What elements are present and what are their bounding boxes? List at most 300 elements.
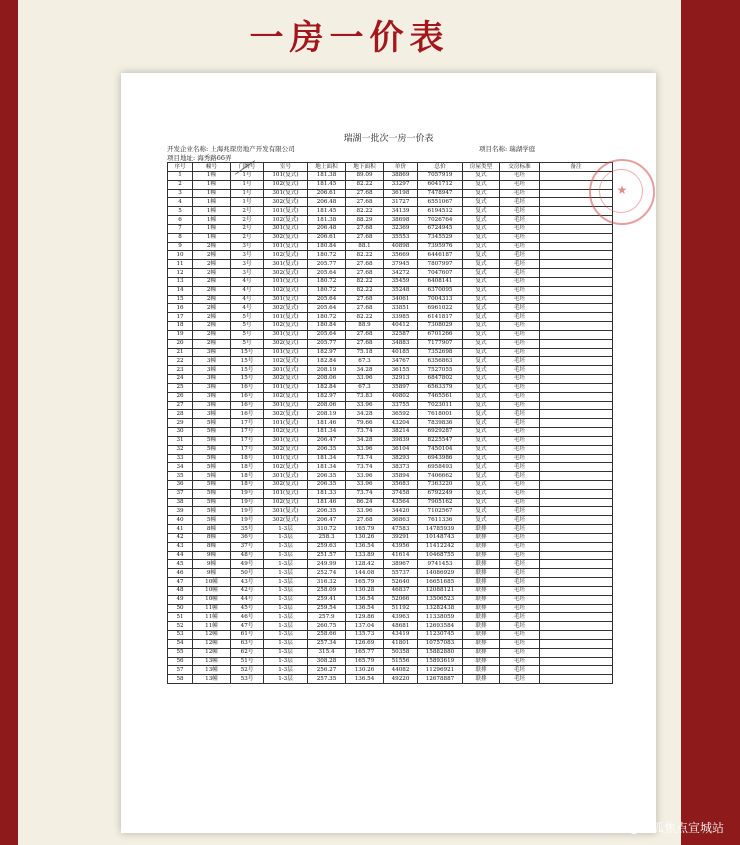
- table-cell: 302(复式): [264, 233, 308, 242]
- column-header: 地上面积: [308, 163, 346, 172]
- table-cell: 16: [168, 304, 193, 313]
- table-cell: 252.74: [308, 569, 346, 578]
- table-row: [168, 525, 613, 534]
- table-cell: 复式: [463, 357, 500, 366]
- table-cell: 22: [168, 357, 193, 366]
- table-cell: 33755: [384, 401, 418, 410]
- table-cell: 206.35: [308, 445, 346, 454]
- table-row: [168, 207, 613, 216]
- table-cell: [540, 525, 613, 534]
- table-cell: 39: [168, 507, 193, 516]
- table-row: [168, 516, 613, 525]
- table-cell: 31727: [384, 198, 418, 207]
- table-cell: 88.1: [346, 242, 384, 251]
- table-cell: 33: [168, 454, 193, 463]
- table-cell: 35897: [384, 383, 418, 392]
- table-cell: 1号: [231, 172, 264, 181]
- table-row: [168, 595, 613, 604]
- table-cell: 复式: [463, 286, 500, 295]
- table-cell: 毛坯: [500, 286, 540, 295]
- table-cell: 136.54: [346, 675, 384, 684]
- table-cell: 25: [168, 383, 193, 392]
- table-cell: 1-3层: [264, 586, 308, 595]
- table-cell: 联排: [463, 586, 500, 595]
- table-cell: [540, 392, 613, 401]
- table-cell: 联排: [463, 631, 500, 640]
- table-cell: 1-3层: [264, 560, 308, 569]
- table-cell: 302(复式): [264, 445, 308, 454]
- table-cell: 7308029: [418, 322, 463, 331]
- table-cell: 5幢: [193, 436, 231, 445]
- table-cell: 复式: [463, 251, 500, 260]
- table-row: [168, 172, 613, 181]
- table-cell: 39291: [384, 533, 418, 542]
- table-cell: 34.28: [346, 366, 384, 375]
- table-cell: 129.86: [346, 613, 384, 622]
- table-cell: 33.96: [346, 375, 384, 384]
- table-cell: 101(复式): [264, 419, 308, 428]
- table-cell: [540, 472, 613, 481]
- table-cell: [540, 277, 613, 286]
- table-cell: 毛坯: [500, 604, 540, 613]
- table-row: [168, 313, 613, 322]
- table-cell: 73.74: [346, 463, 384, 472]
- table-cell: 2幢: [193, 251, 231, 260]
- table-cell: 10幢: [193, 595, 231, 604]
- table-cell: [540, 613, 613, 622]
- table-cell: 10幢: [193, 586, 231, 595]
- table-row: [168, 348, 613, 357]
- table-cell: 33.96: [346, 401, 384, 410]
- table-cell: 33.96: [346, 445, 384, 454]
- table-cell: 16号: [231, 410, 264, 419]
- table-cell: 复式: [463, 498, 500, 507]
- table-cell: 复式: [463, 436, 500, 445]
- table-row: [168, 339, 613, 348]
- table-cell: 复式: [463, 428, 500, 437]
- table-cell: [540, 330, 613, 339]
- table-cell: 5幢: [193, 507, 231, 516]
- table-cell: 毛坯: [500, 622, 540, 631]
- table-cell: 3幢: [193, 401, 231, 410]
- table-row: [168, 578, 613, 587]
- table-cell: 4号: [231, 304, 264, 313]
- table-cell: 34883: [384, 339, 418, 348]
- table-cell: [540, 578, 613, 587]
- table-cell: 206.35: [308, 480, 346, 489]
- table-cell: [540, 410, 613, 419]
- table-cell: 1号: [231, 189, 264, 198]
- table-cell: 165.79: [346, 578, 384, 587]
- table-row: [168, 383, 613, 392]
- table-cell: [540, 304, 613, 313]
- table-cell: 13282438: [418, 604, 463, 613]
- table-cell: 2幢: [193, 295, 231, 304]
- table-cell: [540, 622, 613, 631]
- table-row: [168, 392, 613, 401]
- table-cell: 5幢: [193, 419, 231, 428]
- column-header: 室号: [264, 163, 308, 172]
- table-cell: 35894: [384, 472, 418, 481]
- table-cell: 毛坯: [500, 233, 540, 242]
- table-cell: 33.96: [346, 472, 384, 481]
- table-cell: 46号: [231, 613, 264, 622]
- table-cell: 复式: [463, 277, 500, 286]
- table-row: [168, 180, 613, 189]
- table-cell: 144.08: [346, 569, 384, 578]
- table-row: [168, 657, 613, 666]
- table-cell: 61号: [231, 631, 264, 640]
- table-cell: 33985: [384, 313, 418, 322]
- table-cell: 205.64: [308, 295, 346, 304]
- table-cell: 毛坯: [500, 269, 540, 278]
- table-cell: 102(复式): [264, 322, 308, 331]
- table-cell: 43204: [384, 419, 418, 428]
- table-cell: 1幢: [193, 172, 231, 181]
- table-cell: 毛坯: [500, 189, 540, 198]
- table-cell: 2号: [231, 207, 264, 216]
- table-cell: 毛坯: [500, 542, 540, 551]
- table-cell: 1-3层: [264, 622, 308, 631]
- poster-title: 一房一价表: [249, 18, 450, 58]
- table-cell: 27.68: [346, 189, 384, 198]
- table-cell: 35683: [384, 480, 418, 489]
- table-cell: 11幢: [193, 604, 231, 613]
- table-cell: 毛坯: [500, 339, 540, 348]
- table-cell: 3幢: [193, 348, 231, 357]
- table-cell: 8225547: [418, 436, 463, 445]
- table-cell: 206.61: [308, 233, 346, 242]
- table-cell: 毛坯: [500, 489, 540, 498]
- table-cell: 18号: [231, 472, 264, 481]
- table-cell: 27.68: [346, 269, 384, 278]
- table-cell: 165.79: [346, 525, 384, 534]
- table-cell: 1-3层: [264, 578, 308, 587]
- table-cell: 37: [168, 489, 193, 498]
- table-cell: 19: [168, 330, 193, 339]
- table-cell: 毛坯: [500, 401, 540, 410]
- table-cell: 16号: [231, 401, 264, 410]
- table-cell: 2: [168, 180, 193, 189]
- table-cell: 3号: [231, 242, 264, 251]
- table-cell: 13幢: [193, 675, 231, 684]
- table-cell: 5幢: [193, 498, 231, 507]
- table-cell: 2幢: [193, 286, 231, 295]
- table-cell: 复式: [463, 172, 500, 181]
- table-cell: 复式: [463, 489, 500, 498]
- table-row: [168, 498, 613, 507]
- table-cell: 182.84: [308, 357, 346, 366]
- table-cell: [540, 586, 613, 595]
- table-cell: 复式: [463, 313, 500, 322]
- table-row: [168, 489, 613, 498]
- table-cell: 18号: [231, 454, 264, 463]
- table-cell: 180.84: [308, 322, 346, 331]
- table-cell: 136.54: [346, 542, 384, 551]
- table-cell: 101(复式): [264, 454, 308, 463]
- table-cell: 7177907: [418, 339, 463, 348]
- table-cell: 联排: [463, 542, 500, 551]
- table-cell: 5号: [231, 322, 264, 331]
- table-cell: 12678887: [418, 675, 463, 684]
- table-cell: [540, 533, 613, 542]
- table-cell: 35459: [384, 277, 418, 286]
- table-cell: 毛坯: [500, 595, 540, 604]
- table-cell: 34139: [384, 207, 418, 216]
- table-cell: 复式: [463, 322, 500, 331]
- table-cell: 毛坯: [500, 348, 540, 357]
- table-cell: [540, 454, 613, 463]
- table-cell: 34.28: [346, 436, 384, 445]
- table-cell: 206.48: [308, 198, 346, 207]
- table-cell: 181.46: [308, 498, 346, 507]
- table-cell: 联排: [463, 560, 500, 569]
- table-cell: 7465561: [418, 392, 463, 401]
- table-row: [168, 233, 613, 242]
- table-row: [168, 375, 613, 384]
- table-cell: 41614: [384, 551, 418, 560]
- table-cell: 毛坯: [500, 375, 540, 384]
- table-cell: 7004313: [418, 295, 463, 304]
- table-cell: 40185: [384, 348, 418, 357]
- table-cell: 3号: [231, 251, 264, 260]
- table-cell: [540, 286, 613, 295]
- table-cell: 42号: [231, 586, 264, 595]
- table-row: [168, 295, 613, 304]
- project-line: [479, 144, 535, 153]
- table-cell: 6563379: [418, 383, 463, 392]
- table-cell: 2幢: [193, 242, 231, 251]
- table-row: [168, 560, 613, 569]
- table-cell: 301(复式): [264, 507, 308, 516]
- table-cell: 31: [168, 436, 193, 445]
- table-cell: 101(复式): [264, 242, 308, 251]
- table-cell: [540, 401, 613, 410]
- table-cell: 2幢: [193, 269, 231, 278]
- table-cell: 315.4: [308, 648, 346, 657]
- table-cell: 复式: [463, 348, 500, 357]
- column-header: 总价: [418, 163, 463, 172]
- table-row: [168, 401, 613, 410]
- table-cell: 310.72: [308, 525, 346, 534]
- table-cell: 毛坯: [500, 639, 540, 648]
- table-cell: 复式: [463, 454, 500, 463]
- table-cell: [540, 375, 613, 384]
- table-cell: 5: [168, 207, 193, 216]
- table-cell: 44082: [384, 666, 418, 675]
- table-cell: [540, 348, 613, 357]
- table-cell: 34: [168, 463, 193, 472]
- table-cell: 63号: [231, 639, 264, 648]
- table-cell: 11幢: [193, 613, 231, 622]
- table-cell: 毛坯: [500, 675, 540, 684]
- table-cell: 14: [168, 286, 193, 295]
- table-row: [168, 242, 613, 251]
- table-cell: 毛坯: [500, 313, 540, 322]
- table-cell: 101(复式): [264, 313, 308, 322]
- table-cell: 43419: [384, 631, 418, 640]
- table-cell: 130.28: [346, 586, 384, 595]
- table-cell: 毛坯: [500, 428, 540, 437]
- table-cell: 51: [168, 613, 193, 622]
- table-cell: 毛坯: [500, 454, 540, 463]
- table-cell: 36: [168, 480, 193, 489]
- table-cell: 17号: [231, 436, 264, 445]
- table-cell: 1幢: [193, 198, 231, 207]
- table-cell: 毛坯: [500, 295, 540, 304]
- table-cell: 6041712: [418, 180, 463, 189]
- developer-label: 开发企业名称:: [167, 145, 209, 153]
- project-label: 项目名称:: [479, 145, 508, 153]
- table-row: [168, 454, 613, 463]
- table-cell: 1幢: [193, 224, 231, 233]
- table-cell: 13幢: [193, 666, 231, 675]
- table-cell: 126.69: [346, 639, 384, 648]
- table-cell: 32: [168, 445, 193, 454]
- table-cell: [540, 560, 613, 569]
- table-cell: 1号: [231, 198, 264, 207]
- table-cell: 3号: [231, 260, 264, 269]
- table-cell: 1-3层: [264, 666, 308, 675]
- table-row: [168, 251, 613, 260]
- table-cell: 41801: [384, 639, 418, 648]
- table-cell: [540, 480, 613, 489]
- table-cell: 101(复式): [264, 207, 308, 216]
- table-cell: 6446187: [418, 251, 463, 260]
- table-row: [168, 666, 613, 675]
- table-cell: 联排: [463, 551, 500, 560]
- table-cell: 48: [168, 586, 193, 595]
- table-cell: [540, 595, 613, 604]
- table-row: [168, 269, 613, 278]
- table-cell: 17: [168, 313, 193, 322]
- table-cell: 2幢: [193, 260, 231, 269]
- table-cell: [540, 242, 613, 251]
- table-cell: 181.46: [308, 419, 346, 428]
- table-cell: 43963: [384, 613, 418, 622]
- table-cell: 复式: [463, 180, 500, 189]
- table-cell: 1-3层: [264, 542, 308, 551]
- table-cell: 毛坯: [500, 172, 540, 181]
- table-cell: 27.68: [346, 339, 384, 348]
- table-cell: 毛坯: [500, 180, 540, 189]
- table-cell: 33.96: [346, 480, 384, 489]
- table-cell: 302(复式): [264, 269, 308, 278]
- table-row: [168, 472, 613, 481]
- table-cell: 毛坯: [500, 198, 540, 207]
- table-cell: 6943986: [418, 454, 463, 463]
- table-cell: 15号: [231, 366, 264, 375]
- table-cell: 102(复式): [264, 392, 308, 401]
- table-cell: 50358: [384, 648, 418, 657]
- table-cell: [540, 224, 613, 233]
- table-cell: 257.34: [308, 639, 346, 648]
- table-cell: 258.66: [308, 631, 346, 640]
- table-cell: 102(复式): [264, 251, 308, 260]
- table-cell: [540, 251, 613, 260]
- table-cell: 复式: [463, 392, 500, 401]
- table-cell: 51556: [384, 657, 418, 666]
- table-cell: 7023011: [418, 401, 463, 410]
- table-cell: 15号: [231, 357, 264, 366]
- table-cell: 301(复式): [264, 401, 308, 410]
- table-cell: 308.28: [308, 657, 346, 666]
- table-cell: 53号: [231, 675, 264, 684]
- table-cell: 13506523: [418, 595, 463, 604]
- table-cell: 49: [168, 595, 193, 604]
- table-cell: 联排: [463, 525, 500, 534]
- table-cell: 1幢: [193, 233, 231, 242]
- table-cell: 3幢: [193, 366, 231, 375]
- table-cell: 251.57: [308, 551, 346, 560]
- table-cell: [540, 516, 613, 525]
- table-cell: 11230745: [418, 631, 463, 640]
- table-cell: 301(复式): [264, 295, 308, 304]
- table-row: [168, 198, 613, 207]
- table-row: [168, 216, 613, 225]
- table-cell: 35号: [231, 525, 264, 534]
- table-cell: 50: [168, 604, 193, 613]
- table-cell: 2幢: [193, 313, 231, 322]
- table-cell: 130.26: [346, 533, 384, 542]
- table-cell: 32369: [384, 224, 418, 233]
- table-cell: [540, 463, 613, 472]
- table-cell: 27.68: [346, 304, 384, 313]
- table-cell: 44: [168, 551, 193, 560]
- table-cell: 6194512: [418, 207, 463, 216]
- table-cell: 206.47: [308, 436, 346, 445]
- table-cell: 82.22: [346, 286, 384, 295]
- table-cell: 毛坯: [500, 322, 540, 331]
- table-cell: 38293: [384, 454, 418, 463]
- table-cell: 毛坯: [500, 242, 540, 251]
- table-cell: 6370095: [418, 286, 463, 295]
- table-cell: 82.22: [346, 277, 384, 286]
- table-cell: 180.72: [308, 277, 346, 286]
- table-cell: 11: [168, 260, 193, 269]
- table-cell: 34420: [384, 507, 418, 516]
- table-cell: 毛坯: [500, 224, 540, 233]
- table-cell: 毛坯: [500, 525, 540, 534]
- table-cell: 259.54: [308, 604, 346, 613]
- table-cell: 135.73: [346, 631, 384, 640]
- table-cell: 17号: [231, 445, 264, 454]
- table-cell: 5幢: [193, 472, 231, 481]
- table-cell: 48号: [231, 551, 264, 560]
- table-cell: 35: [168, 472, 193, 481]
- table-cell: 毛坯: [500, 666, 540, 675]
- table-cell: 7395976: [418, 242, 463, 251]
- table-cell: 17号: [231, 419, 264, 428]
- table-cell: 毛坯: [500, 383, 540, 392]
- address-label: 项目地址:: [167, 154, 196, 162]
- table-cell: [540, 428, 613, 437]
- table-cell: [540, 419, 613, 428]
- table-cell: [540, 551, 613, 560]
- table-cell: 41: [168, 525, 193, 534]
- table-cell: 5号: [231, 339, 264, 348]
- table-cell: 6958493: [418, 463, 463, 472]
- table-cell: 27.68: [346, 260, 384, 269]
- table-cell: 复式: [463, 295, 500, 304]
- table-cell: 34061: [384, 295, 418, 304]
- table-cell: 136.54: [346, 604, 384, 613]
- table-cell: 34272: [384, 269, 418, 278]
- table-cell: 57: [168, 666, 193, 675]
- table-cell: 毛坯: [500, 472, 540, 481]
- table-cell: 毛坯: [500, 498, 540, 507]
- table-cell: 5幢: [193, 489, 231, 498]
